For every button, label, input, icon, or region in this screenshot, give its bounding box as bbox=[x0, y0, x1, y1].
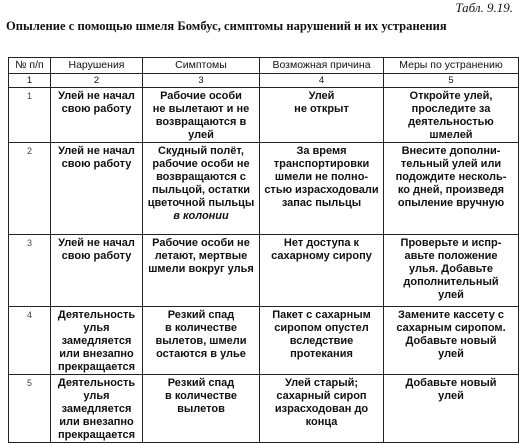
header-row bbox=[9, 58, 519, 74]
column-number: 3 bbox=[143, 74, 260, 88]
cause-cell: Улей не открыт bbox=[260, 88, 384, 143]
header-index: № п/п bbox=[9, 58, 51, 74]
cause-cell: Улей старый; сахарный сироп израсходован до конца bbox=[260, 375, 384, 443]
cause-cell: За время транспортировки шмели не полно- стью израсходовали запас пыльцы bbox=[260, 143, 384, 235]
symptoms-cell: Резкий спад в количестве вылетов bbox=[143, 375, 260, 443]
measures-cell: Замените кассету с сахарным сиропом. Добавьте новый улей bbox=[384, 307, 519, 375]
violation-cell: Деятельность улья замедляется или внезапно прекращается bbox=[51, 307, 143, 375]
header-measures: Меры по устранению bbox=[384, 58, 519, 74]
violation-cell: Улей не начал свою работу bbox=[51, 88, 143, 143]
measures-cell: Внесите дополни- тельный улей или подождите несколь- ко дней, произведя опыление вручную bbox=[384, 143, 519, 235]
column-number: 5 bbox=[384, 74, 519, 88]
table-row bbox=[9, 235, 519, 307]
symptoms-extra: в колонии bbox=[173, 210, 229, 222]
row-number: 2 bbox=[9, 143, 51, 235]
symptoms-cell: Рабочие особи не вылетают и не возвращаются в улей bbox=[143, 88, 260, 143]
column-number: 4 bbox=[260, 74, 384, 88]
header-symptoms: Симптомы bbox=[143, 58, 260, 74]
header-violation: Нарушения bbox=[51, 58, 143, 74]
column-number: 1 bbox=[9, 74, 51, 88]
cause-cell: Пакет с сахарным сиропом опустел вследствие протекания bbox=[260, 307, 384, 375]
measures-cell: Проверьте и испр- авьте положение улья. Добавьте дополнительный улей bbox=[384, 235, 519, 307]
table-number: Табл. 9.19. bbox=[455, 0, 513, 15]
measures-cell: Добавьте новый улей bbox=[384, 375, 519, 443]
cause-cell: Нет доступа к сахарному сиропу bbox=[260, 235, 384, 307]
table-row bbox=[9, 143, 519, 235]
symptoms-cell: Резкий спад в количестве вылетов, шмели остаются в улье bbox=[143, 307, 260, 375]
row-number: 3 bbox=[9, 235, 51, 307]
troubleshooting-table bbox=[8, 57, 519, 443]
table-caption: Опыление с помощью шмеля Бомбус, симптомы нарушений и их устранения bbox=[6, 19, 447, 33]
column-number: 2 bbox=[51, 74, 143, 88]
table-row bbox=[9, 88, 519, 143]
table-row bbox=[9, 307, 519, 375]
header-cause: Возможная причина bbox=[260, 58, 384, 74]
violation-cell: Улей не начал свою работу bbox=[51, 143, 143, 235]
row-number: 1 bbox=[9, 88, 51, 143]
row-number: 4 bbox=[9, 307, 51, 375]
measures-cell: Откройте улей, проследите за деятельностью шмелей bbox=[384, 88, 519, 143]
column-number-row bbox=[9, 74, 519, 88]
table-row bbox=[9, 375, 519, 443]
violation-cell: Деятельность улья замедляется или внезапно прекращается bbox=[51, 375, 143, 443]
row-number: 5 bbox=[9, 375, 51, 443]
symptoms-cell: Рабочие особи не летают, мертвые шмели вокруг улья bbox=[143, 235, 260, 307]
violation-cell: Улей не начал свою работу bbox=[51, 235, 143, 307]
symptoms-cell: Скудный полёт, рабочие особи не возвращаются с пыльцой, остатки цветочной пыльцы в колонии bbox=[143, 143, 260, 235]
